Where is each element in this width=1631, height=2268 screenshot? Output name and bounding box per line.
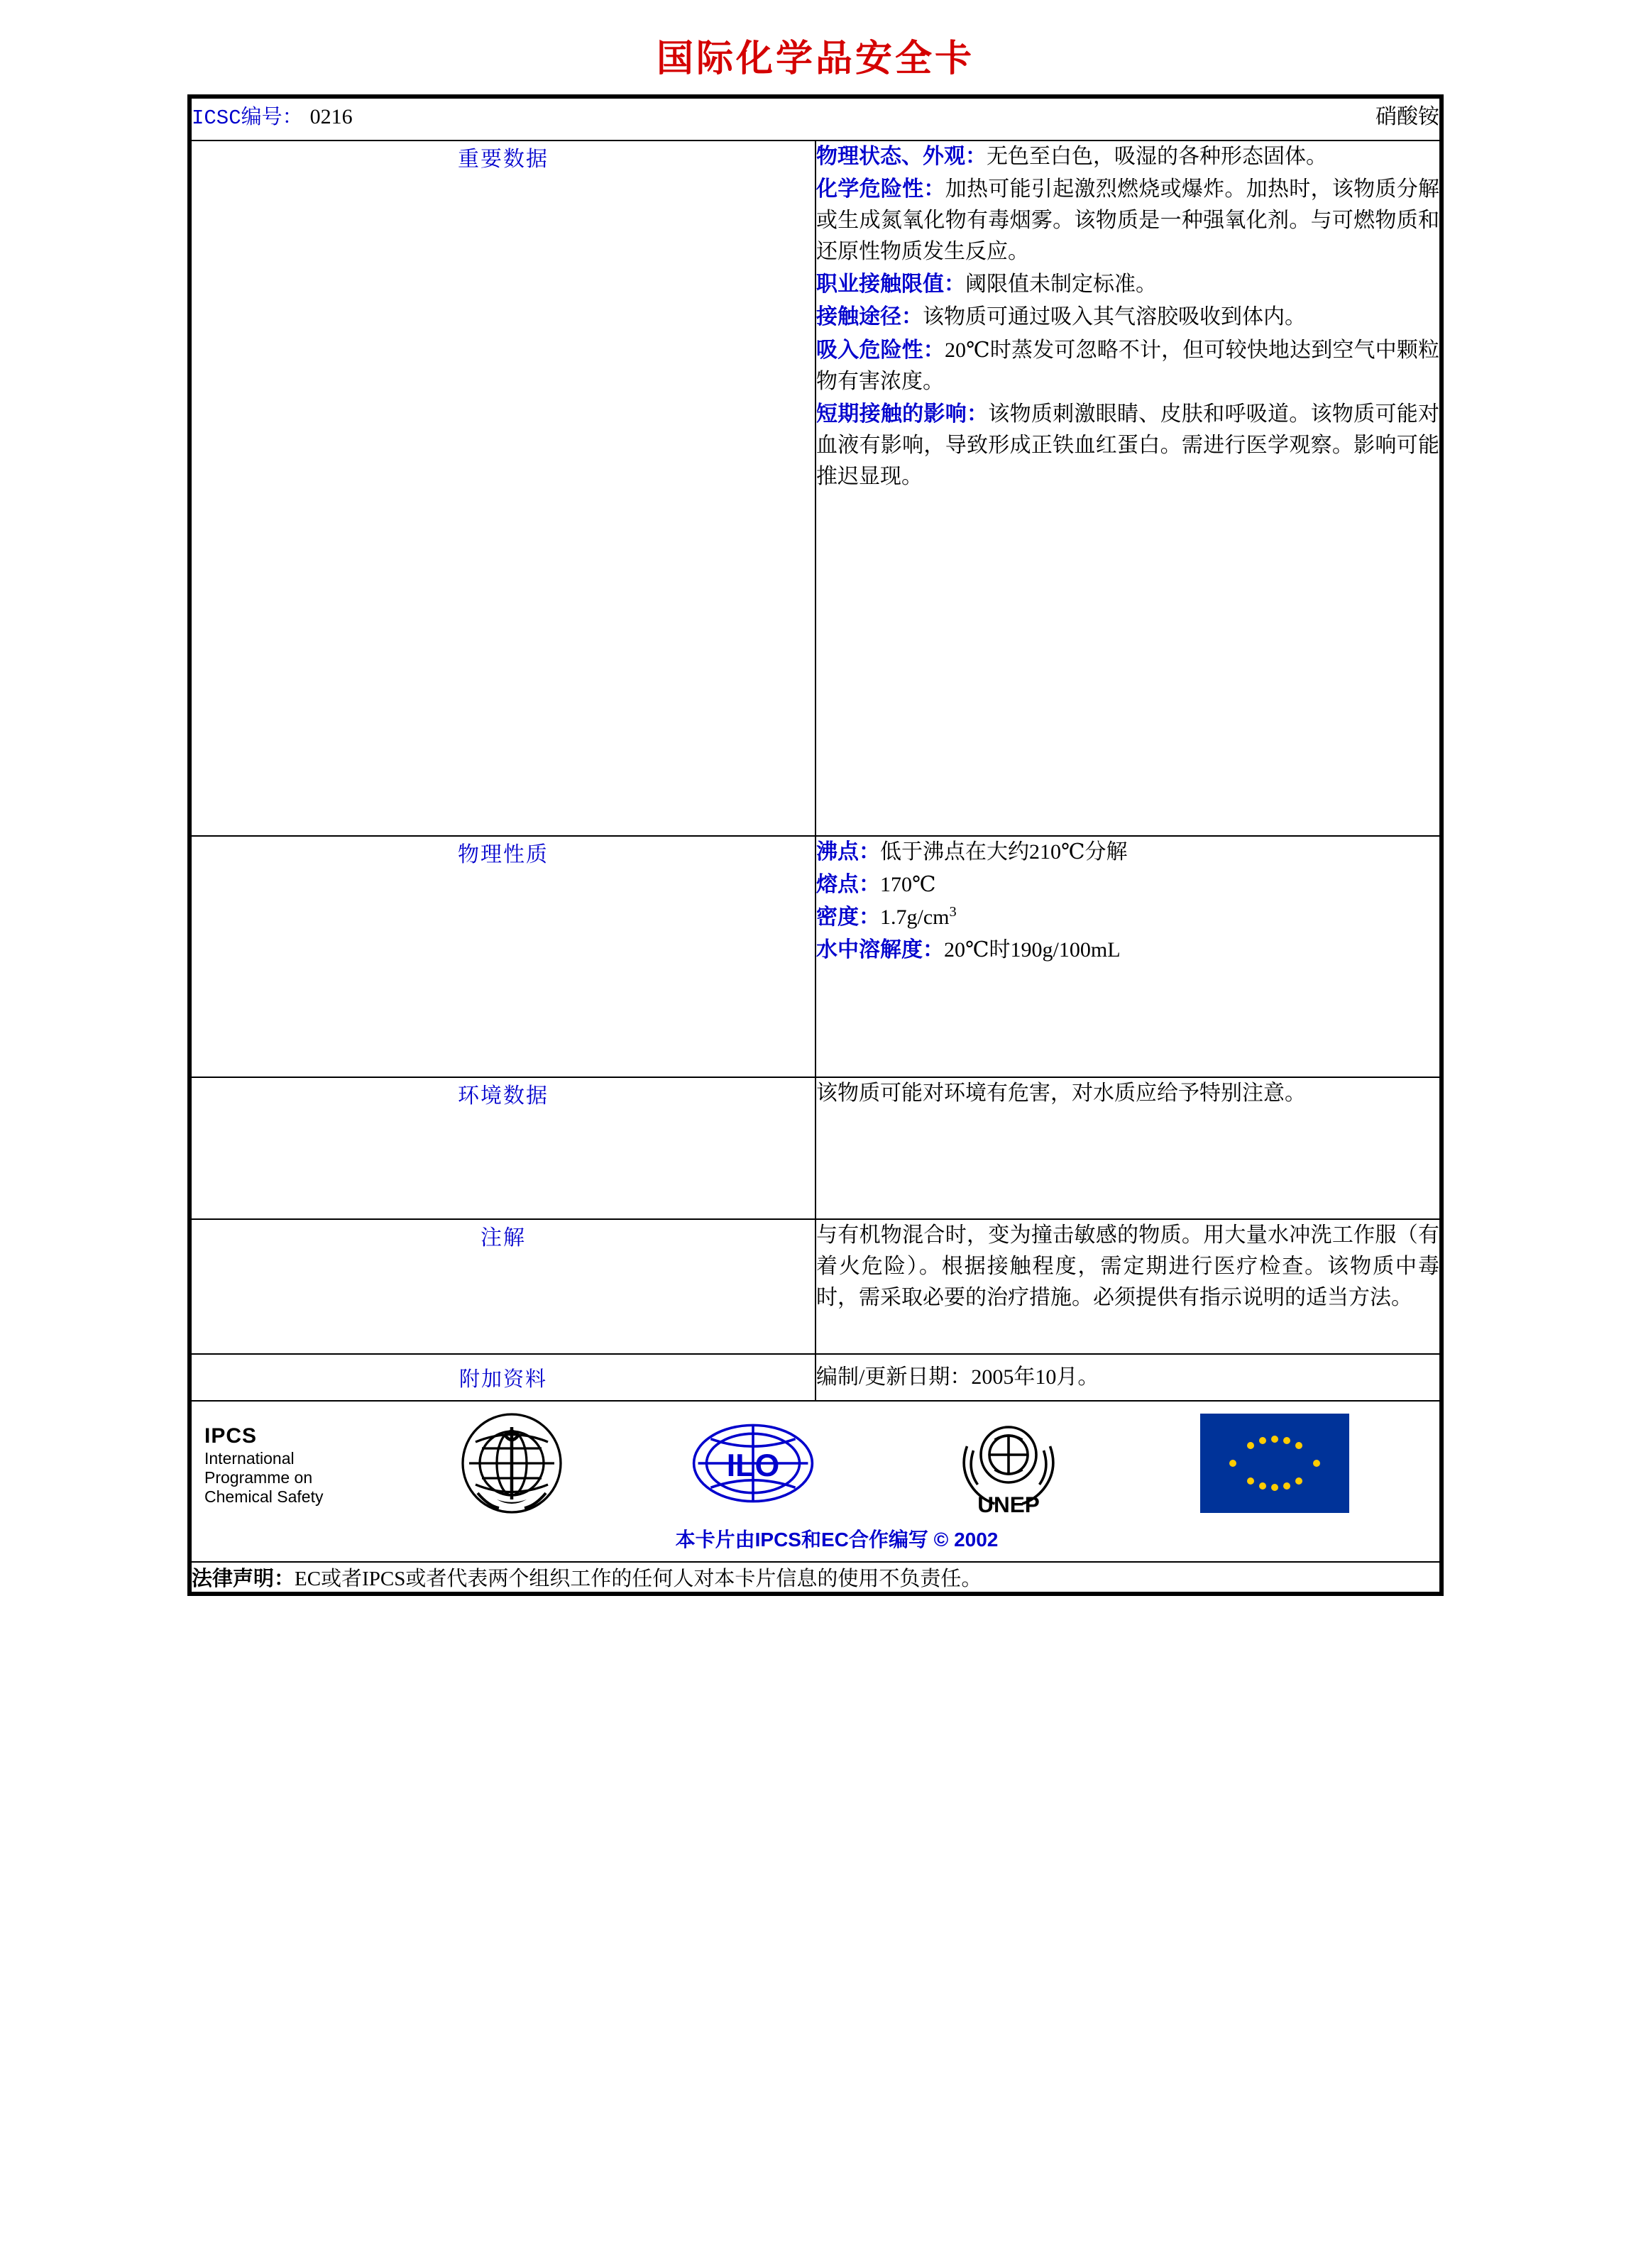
physical-property-item (816, 869, 1439, 901)
important-data-item (816, 302, 1439, 333)
item-text: 20℃时蒸发可忽略不计，但可较快地达到空气中颗粒物有害浓度。 (816, 338, 1439, 393)
notes-label: 注解 (480, 1226, 526, 1250)
footer-logo-cell (191, 1401, 1440, 1562)
important-data-row (191, 141, 1440, 836)
notes-label-cell (191, 1219, 816, 1354)
important-data-item (816, 174, 1439, 268)
item-text: 该物质刺激眼睛、皮肤和呼吸道。该物质可能对血液有影响，导致形成正铁血红蛋白。需进行医学观察。影响可能推迟显现。 (816, 402, 1440, 488)
icsc-table (190, 97, 1441, 1593)
additional-info-content (816, 1354, 1440, 1401)
legal-cell (191, 1562, 1440, 1592)
item-title: 吸入危险性： (816, 338, 945, 362)
environmental-data-label: 环境数据 (458, 1084, 549, 1108)
card-header-row (191, 98, 1440, 141)
card-header-cell (191, 98, 1440, 141)
ilo-logo-icon (689, 1414, 817, 1516)
environmental-data-row (191, 1077, 1440, 1219)
item-title: 化学危险性： (816, 177, 945, 202)
additional-info-text: 编制/更新日期：2005年10月。 (816, 1365, 1099, 1389)
physical-property-item (816, 837, 1439, 868)
page-title: 国际化学品安全卡 (656, 39, 974, 79)
item-text-superscript: 3 (949, 904, 957, 920)
ipcs-line-3: Chemical Safety (204, 1487, 324, 1506)
important-data-label: 重要数据 (458, 148, 549, 171)
environmental-data-content (816, 1077, 1440, 1219)
eu-flag-icon (1200, 1414, 1349, 1516)
notes-row (191, 1219, 1440, 1354)
ipcs-block (192, 1424, 368, 1507)
item-title: 熔点： (816, 873, 880, 897)
who-logo-icon (458, 1410, 565, 1520)
physical-properties-content (816, 836, 1440, 1077)
icsc-number-group (192, 101, 353, 130)
physical-properties-row (191, 836, 1440, 1077)
important-data-content (816, 141, 1440, 836)
ipcs-line-2: Programme on (204, 1468, 313, 1487)
icsc-number-value: 0216 (309, 105, 353, 128)
chemical-name: 硝酸铵 (1375, 105, 1439, 128)
item-title: 接触途径： (816, 305, 923, 329)
item-text: 阈限值未制定标准。 (965, 273, 1157, 297)
svg-text:ILO: ILO (726, 1448, 779, 1483)
legal-row (191, 1562, 1440, 1592)
additional-info-label-cell (191, 1354, 816, 1401)
environmental-data-label-cell (191, 1077, 816, 1219)
item-title: 水中溶解度： (816, 938, 944, 962)
item-text: 加热可能引起激烈燃烧或爆炸。加热时，该物质分解或生成氮氧化物有毒烟雾。该物质是一种强氧化剂。与可燃物质和还原性物质发生反应。 (816, 177, 1440, 264)
item-text: 170℃ (880, 873, 936, 897)
credit-line: 本卡片由IPCS和EC合作编写 © 2002 (675, 1529, 999, 1551)
additional-info-row (191, 1354, 1440, 1401)
unep-logo-icon (941, 1410, 1076, 1520)
physical-properties-label-cell (191, 836, 816, 1077)
important-data-label-cell (191, 141, 816, 836)
svg-text:UNEP: UNEP (977, 1492, 1040, 1517)
physical-property-item (816, 935, 1439, 966)
legal-text: EC或者IPCS或者代表两个组织工作的任何人对本卡片信息的使用不负责任。 (295, 1568, 982, 1591)
important-data-item (816, 399, 1439, 492)
legal-label: 法律声明： (192, 1568, 295, 1591)
item-text: 1.7g/cm (880, 905, 950, 930)
ipcs-line-1: International (204, 1448, 295, 1468)
footer-logo-row (191, 1401, 1440, 1562)
environmental-data-text: 该物质可能对环境有危害，对水质应给予特别注意。 (816, 1081, 1306, 1105)
notes-content (816, 1219, 1440, 1354)
important-data-item (816, 335, 1439, 397)
item-text: 该物质可通过吸入其气溶胶吸收到体内。 (923, 305, 1306, 329)
item-title: 沸点： (816, 840, 880, 864)
item-text: 低于沸点在大约210℃分解 (880, 840, 1128, 864)
ipcs-title: IPCS (204, 1424, 258, 1448)
physical-properties-label: 物理性质 (458, 843, 549, 866)
item-title: 短期接触的影响： (816, 402, 989, 426)
icsc-card (187, 94, 1444, 1596)
notes-text: 与有机物混合时，变为撞击敏感的物质。用大量水冲洗工作服（有着火危险）。根据接触程度，需定期进行医疗检查。该物质中毒时，需采取必要的治疗措施。必须提供有指示说明的适当方法。 (816, 1223, 1439, 1310)
item-text: 20℃时190g/100mL (944, 938, 1121, 962)
item-text: 无色至白色，吸湿的各种形态固体。 (987, 145, 1327, 168)
important-data-item (816, 141, 1439, 172)
item-title: 职业接触限值： (816, 273, 965, 297)
physical-property-item (816, 902, 1439, 933)
important-data-item (816, 269, 1439, 300)
item-title: 密度： (816, 905, 880, 930)
additional-info-label: 附加资料 (458, 1367, 547, 1391)
icsc-number-label: ICSC编号： (192, 106, 303, 130)
item-title: 物理状态、外观： (816, 145, 987, 168)
